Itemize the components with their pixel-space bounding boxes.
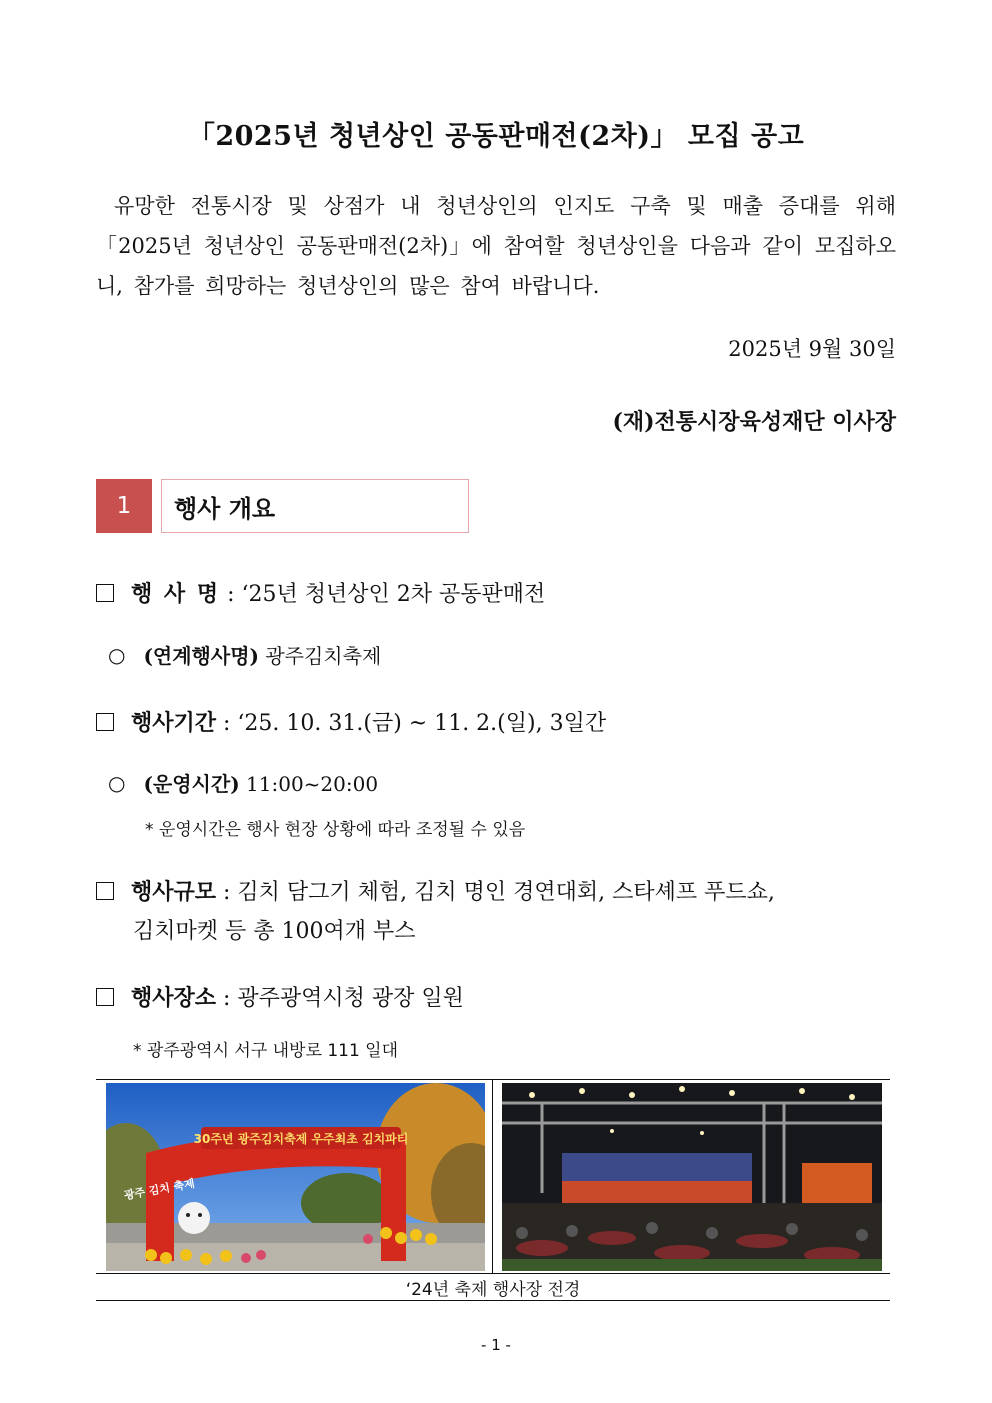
checkbox-icon — [96, 882, 114, 900]
event-name-row — [96, 577, 896, 608]
caption-divider — [96, 1273, 890, 1274]
event-venue-row — [96, 981, 896, 1012]
linked-event-row — [108, 640, 381, 669]
event-period-value: ‘25. 10. 31.(금) ~ 11. 2.(일), 3일간 — [237, 711, 607, 736]
separator: : — [216, 711, 238, 736]
event-venue-label: 행사장소 — [131, 985, 217, 1011]
section-number: 1 — [96, 479, 152, 533]
event-scale-row — [96, 875, 896, 945]
intro-paragraph: 유망한 전통시장 및 상점가 내 청년상인의 인지도 구축 및 매출 증대를 위해「2025년 청년상인 공동판매전(2차)」에 참여할 청년상인을 다음과 같이 모집하오니, 참가를 희망하는 청년상인의 많은 참여 바랍니다. — [96, 194, 896, 298]
festival-venue-night-photo — [502, 1083, 882, 1271]
operating-hours-note: * 운영시간은 행사 현장 상황에 따라 조정될 수 있음 — [145, 820, 526, 840]
arch-sign-text: 광주 김치 축제 — [123, 1176, 196, 1203]
circle-bullet-icon: ○ — [108, 642, 126, 667]
page-number: - 1 - — [481, 1336, 511, 1354]
event-scale-value-line2: 김치마켓 등 총 100여개 부스 — [133, 919, 416, 944]
linked-event-value: 광주김치축제 — [258, 644, 382, 668]
section-title: 행사 개요 — [161, 479, 469, 533]
event-venue-value: 광주광역시청 광장 일원 — [237, 986, 464, 1011]
separator: : — [216, 880, 238, 905]
linked-event-label: (연계행사명) — [143, 644, 259, 668]
event-period-row — [96, 706, 896, 737]
event-name-label: 행 사 명 — [131, 581, 221, 607]
photo-caption: ‘24년 축제 행사장 전경 — [405, 1280, 581, 1300]
separator: : — [220, 582, 242, 607]
announcement-date: 2025년 9월 30일 — [728, 337, 896, 361]
circle-bullet-icon: ○ — [108, 770, 126, 795]
event-scale-value-line1: 김치 담그기 체험, 김치 명인 경연대회, 스타셰프 푸드쇼, — [237, 880, 775, 905]
operating-hours-row — [108, 768, 378, 797]
event-period-label: 행사기간 — [131, 710, 217, 736]
festival-entrance-photo — [106, 1083, 485, 1271]
operating-hours-label: (운영시간) — [143, 772, 240, 796]
checkbox-icon — [96, 713, 114, 731]
venue-note: * 광주광역시 서구 내방로 111 일대 — [133, 1041, 399, 1061]
event-scale-label: 행사규모 — [131, 879, 217, 905]
separator: : — [216, 986, 238, 1011]
checkbox-icon — [96, 988, 114, 1006]
checkbox-icon — [96, 584, 114, 602]
page-title: 「2025년 청년상인 공동판매전(2차)」 모집 공고 — [187, 121, 805, 152]
arch-banner-text: 30주년 광주김치축제 우주최초 김치파티 — [193, 1132, 409, 1146]
event-name-value: ‘25년 청년상인 2차 공동판매전 — [241, 582, 546, 607]
issuer-name: (재)전통시장육성재단 이사장 — [612, 409, 896, 435]
operating-hours-value: 11:00~20:00 — [239, 772, 379, 796]
photo-divider — [492, 1079, 493, 1273]
